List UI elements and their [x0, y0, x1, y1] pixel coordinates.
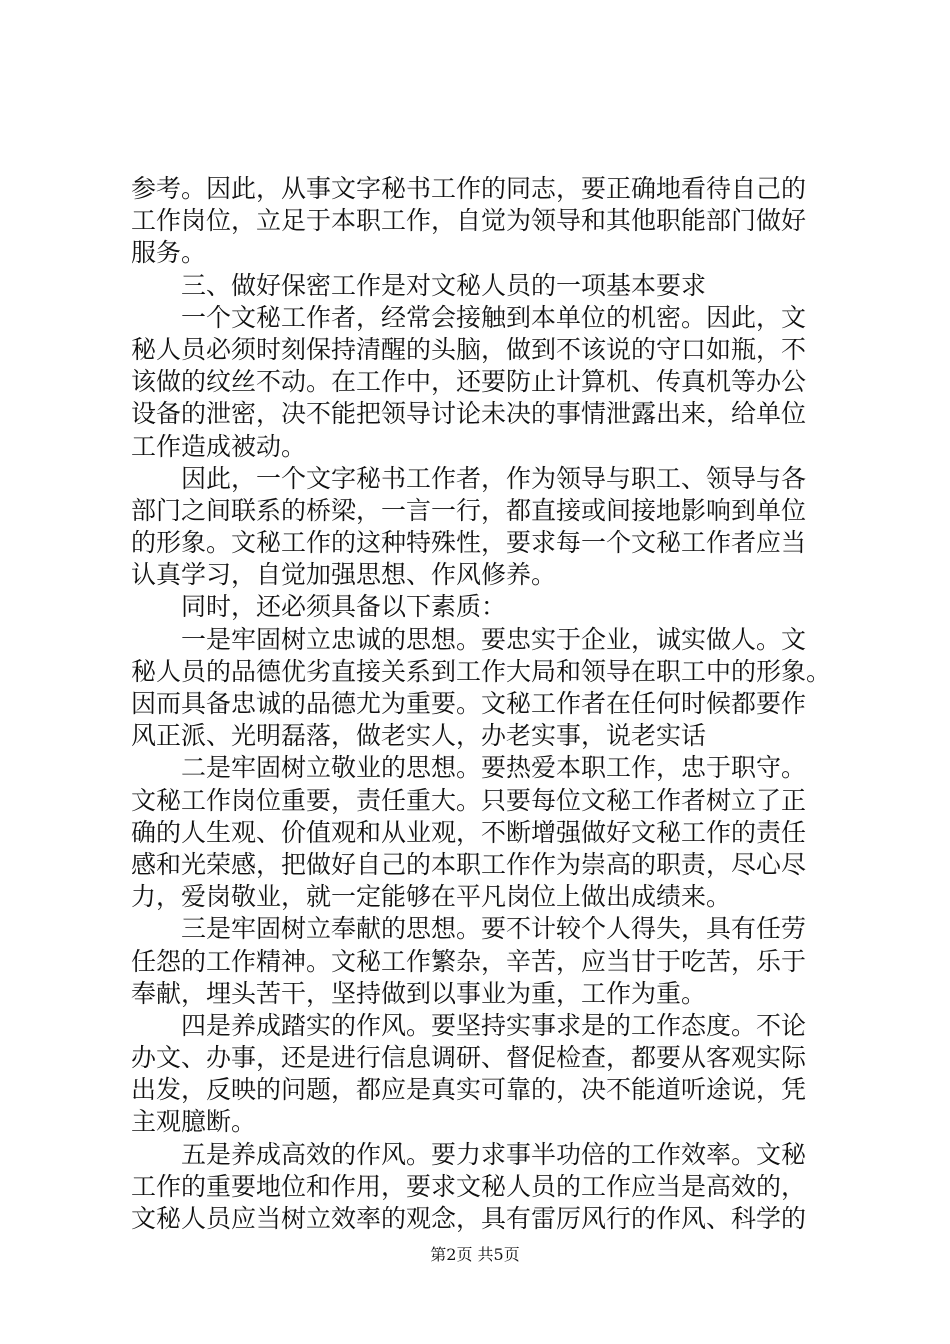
text-line: 三是牢固树立奉献的思想。要不计较个人得失，具有任劳 — [181, 914, 807, 944]
text-line: 参考。因此，从事文字秘书工作的同志，要正确地看待自己的 — [131, 174, 807, 203]
document-body — [131, 173, 831, 1235]
text-line: 部门之间联系的桥梁，一言一行，都直接或间接地影响到单位 — [131, 495, 807, 525]
page-footer: 第2页 共5页 — [430, 1245, 520, 1264]
text-line: 设备的泄密，决不能把领导讨论未决的事情泄露出来，给单位 — [131, 399, 807, 429]
text-line: 同时，还必须具备以下素质： — [181, 592, 507, 622]
text-line: 因此，一个文字秘书工作者，作为领导与职工、领导与各 — [181, 463, 807, 493]
text-line: 因而具备忠诚的品德尤为重要。文秘工作者在任何时候都要作 — [131, 689, 807, 718]
text-line: 认真学习，自觉加强思想、作风修养。 — [131, 560, 557, 590]
text-line: 感和光荣感，把做好自己的本职工作作为崇高的职责，尽心尽 — [131, 849, 807, 879]
text-line: 秘人员必须时刻保持清醒的头脑，做到不该说的守口如瓶，不 — [131, 334, 807, 364]
text-line: 工作造成被动。 — [131, 431, 307, 461]
text-line: 三、做好保密工作是对文秘人员的一项基本要求 — [181, 270, 707, 300]
text-line: 该做的纹丝不动。在工作中，还要防止计算机、传真机等办公 — [131, 367, 807, 397]
text-line: 服务。 — [131, 238, 207, 268]
text-line: 工作岗位，立足于本职工作，自觉为领导和其他职能部门做好 — [131, 206, 807, 236]
text-line: 办文、办事，还是进行信息调研、督促检查，都要从客观实际 — [131, 1043, 807, 1073]
text-line: 风正派、光明磊落，做老实人，办老实事，说老实话 — [131, 721, 707, 751]
text-line: 工作的重要地位和作用，要求文秘人员的工作应当是高效的， — [131, 1171, 807, 1201]
text-line: 五是养成高效的作风。要力求事半功倍的工作效率。文秘 — [181, 1139, 807, 1169]
text-line: 力，爱岗敬业，就一定能够在平凡岗位上做出成绩来。 — [131, 882, 732, 912]
text-line: 文秘人员应当树立效率的观念，具有雷厉风行的作风、科学的 — [131, 1204, 807, 1233]
text-line: 主观臆断。 — [131, 1107, 257, 1137]
text-line: 秘人员的品德优劣直接关系到工作大局和领导在职工中的形象。 — [131, 656, 832, 686]
text-line: 任怨的工作精神。文秘工作繁杂，辛苦，应当甘于吃苦，乐于 — [131, 946, 807, 976]
text-line: 奉献，埋头苦干，坚持做到以事业为重，工作为重。 — [131, 978, 707, 1008]
text-line: 确的人生观、价值观和从业观，不断增强做好文秘工作的责任 — [131, 817, 807, 847]
text-line: 的形象。文秘工作的这种特殊性，要求每一个文秘工作者应当 — [131, 528, 807, 558]
text-line: 出发，反映的问题，都应是真实可靠的，决不能道听途说，凭 — [131, 1075, 807, 1105]
text-line: 二是牢固树立敬业的思想。要热爱本职工作，忠于职守。 — [181, 753, 807, 783]
text-line: 文秘工作岗位重要，责任重大。只要每位文秘工作者树立了正 — [131, 785, 807, 815]
text-line: 一个文秘工作者，经常会接触到本单位的机密。因此，文 — [181, 302, 807, 332]
text-line: 四是养成踏实的作风。要坚持实事求是的工作态度。不论 — [181, 1010, 807, 1040]
text-line: 一是牢固树立忠诚的思想。要忠实于企业，诚实做人。文 — [181, 624, 807, 654]
